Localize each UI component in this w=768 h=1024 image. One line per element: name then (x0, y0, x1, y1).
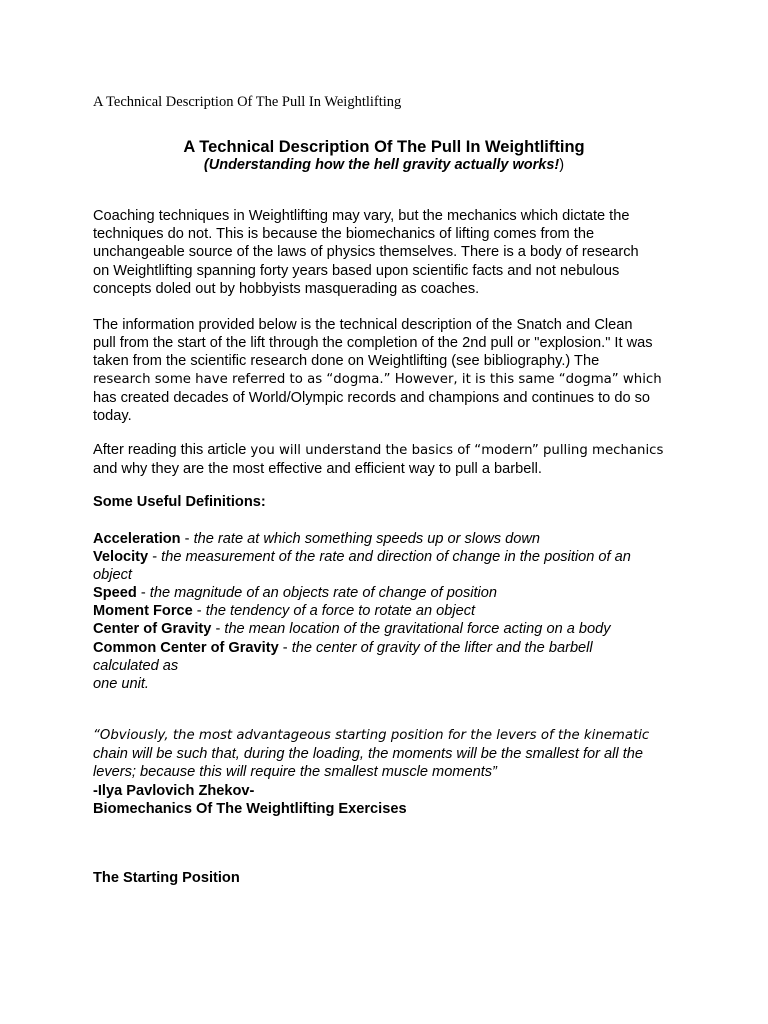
definitions-list (93, 530, 631, 693)
definition-item (93, 584, 631, 602)
paragraph-line: concepts doled out by hobbyists masquerading as coaches. (93, 280, 480, 297)
quote-source: Biomechanics Of The Weightlifting Exercises (93, 800, 407, 817)
paragraph-line (93, 441, 663, 460)
definition-text: the measurement of the rate and direction of change in the position of an (161, 549, 631, 566)
paragraph-segment: you will understand the basics of “modern” pulling mechanics (250, 443, 664, 458)
paragraph-line: unchangeable source of the laws of physics themselves. There is a body of research (93, 244, 639, 261)
definition-item (93, 602, 631, 620)
quote-author: -Ilya Pavlovich Zhekov- (93, 782, 255, 799)
subtitle-text: (Understanding how the hell gravity actually works! (203, 157, 560, 173)
definition-text: the tendency of a force to rotate an object (205, 603, 476, 620)
paragraph-after-reading (93, 441, 663, 478)
definition-item (93, 639, 631, 657)
definition-text: the center of gravity of the lifter and the barbell (291, 639, 593, 656)
definition-separator: - (148, 549, 162, 566)
definition-separator: - (211, 621, 225, 638)
paragraph-intro (93, 207, 639, 298)
definition-separator: - (180, 531, 194, 547)
quote-line: levers; because this will require the smallest muscle moments” (93, 764, 497, 781)
paragraph-line: today. (93, 408, 132, 425)
paragraph-line: taken from the scientific research done on Weightlifting (see bibliography.) The (93, 353, 600, 370)
definition-continuation (93, 566, 631, 584)
definitions-heading: Some Useful Definitions: (93, 494, 266, 510)
definition-separator: - (192, 603, 206, 620)
definition-term: Speed (93, 585, 137, 602)
definition-text: the mean location of the gravitational force acting on a body (224, 621, 611, 638)
paragraph-line: techniques do not. This is because the biomechanics of lifting comes from the (93, 226, 595, 243)
definition-text: calculated as (93, 657, 179, 674)
paragraph-line: on Weightlifting spanning forty years based upon scientific facts and not nebulous (93, 262, 620, 279)
definition-separator: - (278, 639, 292, 656)
definition-continuation (93, 675, 631, 693)
definition-term: Velocity (93, 549, 149, 566)
section-heading-starting-position: The Starting Position (93, 870, 240, 886)
quote-text: “Obviously, the most advantageous starting position for the levers of the kinematic (93, 728, 650, 743)
quote-line (93, 726, 649, 745)
running-header: A Technical Description Of The Pull In Weightlifting (93, 94, 402, 110)
definition-term: Common Center of Gravity (93, 639, 279, 656)
paragraph-line: research some have referred to as “dogma.” However, it is this same “dogma” which (93, 371, 662, 387)
definition-separator: - (136, 585, 150, 602)
definition-item (93, 530, 631, 548)
paragraph-line: pull from the start of the lift through the completion of the 2nd pull or "explosion." It was (93, 335, 653, 352)
paragraph-information (93, 316, 662, 425)
definition-term: Center of Gravity (93, 621, 212, 638)
paragraph-line: The information provided below is the technical description of the Snatch and Clean (93, 317, 633, 333)
paragraph-line: has created decades of World/Olympic records and champions and continues to do so (93, 389, 651, 406)
definition-text: object (93, 567, 132, 584)
definition-text: the rate at which something speeds up or slows down (193, 531, 540, 547)
definition-item (93, 548, 631, 566)
quote-line: chain will be such that, during the loading, the moments will be the smallest for all the (93, 746, 643, 763)
paragraph-line: Coaching techniques in Weightlifting may vary, but the mechanics which dictate the (93, 208, 630, 224)
definition-continuation (93, 657, 631, 675)
definition-item (93, 620, 631, 638)
paragraph-segment: After reading this article (93, 442, 251, 458)
definition-text: one unit. (93, 675, 149, 692)
definition-text: the magnitude of an objects rate of change of position (149, 585, 498, 602)
document-title: A Technical Description Of The Pull In Weightlifting (183, 138, 585, 156)
quote-block (93, 726, 649, 818)
document-subtitle (0, 157, 768, 173)
definition-term: Acceleration (93, 531, 181, 547)
subtitle-close-paren: ) (559, 157, 565, 173)
definition-term: Moment Force (93, 603, 193, 620)
paragraph-line: and why they are the most effective and efficient way to pull a barbell. (93, 461, 542, 478)
